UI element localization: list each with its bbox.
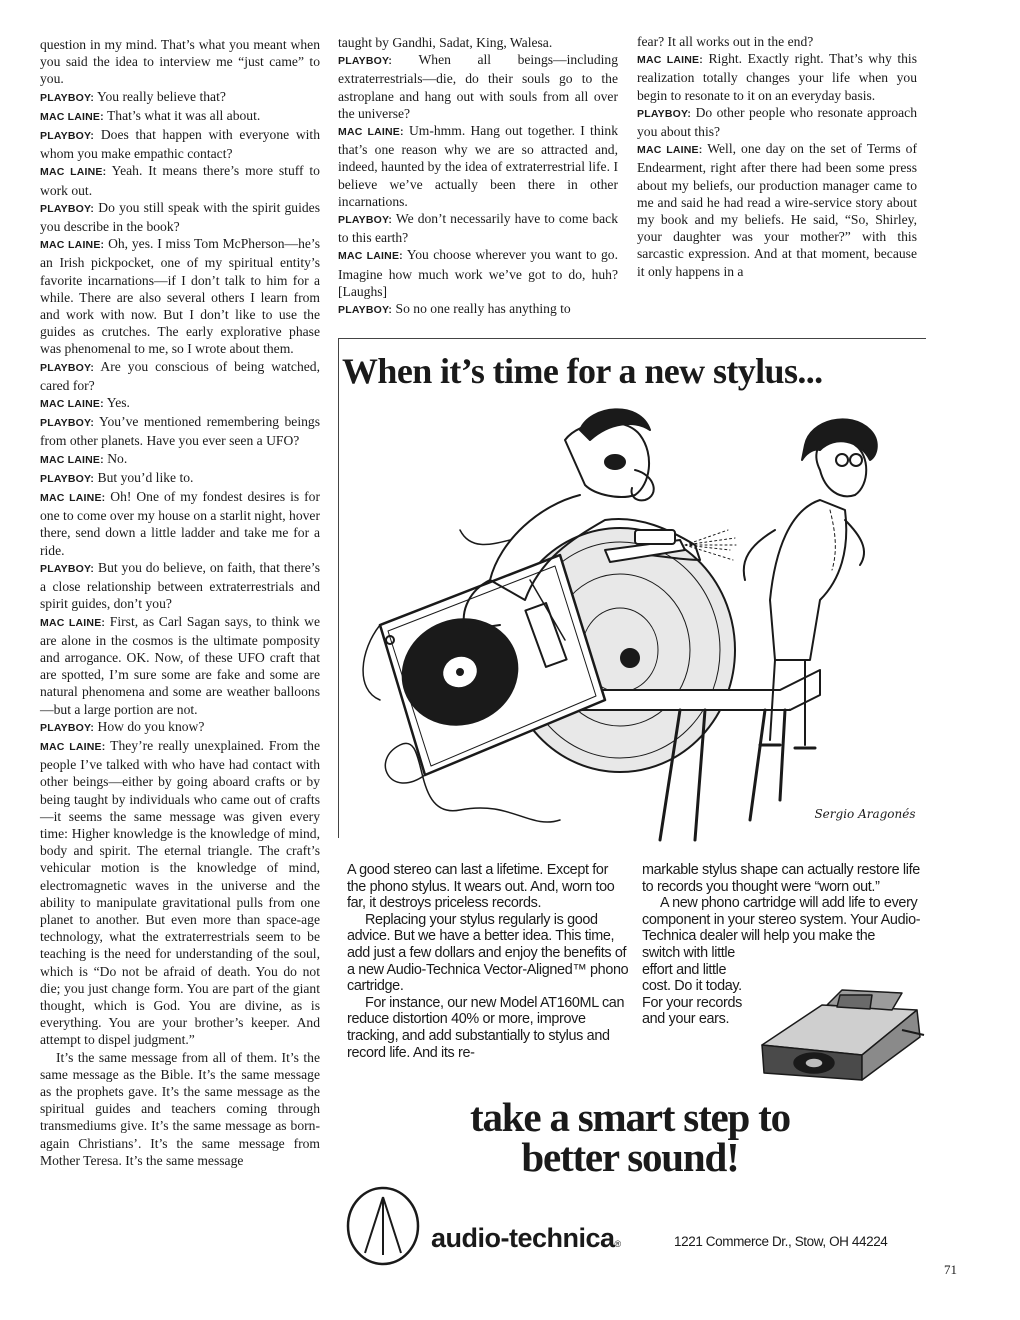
paragraph-text: Oh! One of my fondest desires is for one to come over my house on a starlit night, hover there, send down a little ladder and take me for a ride. — [40, 489, 320, 558]
paragraph — [338, 122, 618, 210]
ad-headline: When it’s time for a new stylus... — [342, 351, 823, 391]
interview-column-3 — [637, 33, 917, 280]
paragraph-text: A new phono cartridge will add life to every component in your stereo system. Your Audio-Technica dealer will help you make the — [642, 895, 921, 945]
paragraph — [338, 51, 618, 122]
speaker-label: MAC LAINE: — [40, 398, 104, 411]
speaker-label: MAC LAINE: — [40, 453, 104, 466]
ad-tagline-line-1: take a smart step to — [470, 1094, 790, 1140]
audio-technica-logo-icon — [345, 1185, 421, 1267]
paragraph-text: markable stylus shape can actually restore life to records you thought were “worn out.” — [642, 862, 920, 895]
illustrator-signature: Sergio Aragonés — [814, 807, 916, 821]
paragraph-text: Do you still speak with the spirit guides you describe in the book? — [40, 199, 320, 235]
speaker-label: PLAYBOY: — [40, 130, 95, 143]
brand-address: 1221 Commerce Dr., Stow, OH 44224 — [674, 1234, 888, 1249]
paragraph — [40, 126, 320, 162]
speaker-label: MAC LAINE: — [40, 239, 105, 252]
paragraph-text: taught by Gandhi, Sadat, King, Walesa. — [338, 35, 553, 50]
speaker-label: MAC LAINE: — [338, 126, 404, 139]
ad-border-left — [338, 338, 339, 838]
paragraph — [40, 1049, 320, 1169]
speaker-label: PLAYBOY: — [40, 562, 95, 575]
paragraph-text: Well, one day on the set of Terms of Endearment, right after there had been some press about my beliefs, our production manager came to me and said he had read a wire-service story about my book and my beliefs. He said, “So, Shirley, your daughter was your mother?” with this sarcastic expression. And at that moment, because it only happens in a — [637, 141, 918, 279]
speaker-label: MAC LAINE: — [40, 740, 106, 753]
paragraph — [40, 613, 320, 718]
paragraph-text: You choose wherever you want to go. Imagine how much work we’ve got to do, huh? [Laughs] — [338, 247, 618, 299]
speaker-label: PLAYBOY: — [338, 304, 393, 317]
registered-mark: ® — [614, 1239, 621, 1249]
paragraph-text: But you do believe, on faith, that there’s a close relationship between extraterrestrials and spirit guides, don’t you? — [40, 559, 320, 612]
speaker-label: MAC LAINE: — [40, 166, 107, 179]
speaker-label: PLAYBOY: — [40, 472, 95, 485]
speaker-label: PLAYBOY: — [40, 417, 95, 430]
speaker-label: PLAYBOY: — [40, 721, 95, 734]
paragraph — [347, 912, 630, 995]
phono-cartridge-image — [752, 985, 927, 1085]
paragraph — [637, 140, 917, 280]
paragraph-text: When all beings—including extraterrestrials—die, do their souls go to the astroplane and hang out with souls from all over the universe? — [338, 52, 619, 121]
paragraph — [40, 394, 320, 413]
paragraph-text: Right. Exactly right. That’s why this realization totally changes your life when you begin to resonate to it on an everyday basis. — [637, 51, 917, 103]
paragraph — [637, 33, 917, 50]
paragraph-text: Um-hmm. Hang out together. I think that’s one reason why we are so attracted and, indeed, haunted by the idea of extraterrestrial life. I believe we’ve actually been there in other incarnations. — [338, 123, 618, 209]
speaker-label: PLAYBOY: — [637, 107, 692, 120]
speaker-label: MAC LAINE: — [338, 250, 403, 263]
paragraph — [40, 88, 320, 107]
paragraph-text: Replacing your stylus regularly is good advice. But we have a better idea. This time, add just a few dollars and enjoy the benefits of a new Audio-Technica Vector-Aligned™ phono cartridge. — [347, 911, 629, 995]
paragraph — [40, 450, 320, 469]
paragraph-text: They’re really unexplained. From the people I’ve talked with who have had contact with other beings—either by going aboard crafts or by being taught by individuals who came out of crafts—it seems the same message was given every time: Higher knowledge is the knowledge of mind, body and spirit. The eternal triangle. The craft’s vehicular motion is the knowledge of mind, electromagnetic waves in the universe and the ability to manipulate gravitational pulls from one planet to another. But even more than space-age technology, what the extraterrestrials seem to be teaching is the need for understanding of the soul, which is “Do not be afraid of death. You do not die; you just change form. You are part of the giant thought, which is God. You are divine, as is everything. You are your brother’s keeper. And attempt to dispel judgment.” — [40, 737, 320, 1048]
paragraph-text: It’s the same message from all of them. It’s the same message as the Bible. It’s the same message as the prophets gave. It’s the same message as the spiritual guides and teachers coming through transmediums give. It’s the same message as born-again Christians’. It’s the same message from Mother Teresa. It’s the same message — [40, 1049, 320, 1168]
paragraph — [642, 895, 927, 945]
paragraph — [40, 413, 320, 449]
paragraph-text: That’s what it was all about. — [106, 107, 261, 123]
paragraph — [637, 50, 917, 104]
interview-column-2 — [338, 34, 618, 319]
paragraph — [40, 358, 320, 394]
paragraph — [40, 737, 320, 1049]
speaker-label: PLAYBOY: — [338, 55, 393, 68]
paragraph — [40, 199, 320, 235]
paragraph — [338, 210, 618, 246]
paragraph-text: For instance, our new Model AT160ML can reduce distortion 40% or more, improve tracking, and add substantially to stylus and record life. And its re- — [347, 994, 625, 1061]
page-number: 71 — [944, 1262, 957, 1277]
paragraph-text: Yes. — [106, 395, 130, 411]
paragraph-text: Yeah. It means there’s more stuff to work out. — [40, 163, 320, 198]
paragraph-text: Do other people who resonate approach you about this? — [637, 104, 917, 140]
paragraph-text: So no one really has anything to — [395, 301, 571, 317]
speaker-label: PLAYBOY: — [40, 202, 95, 215]
paragraph — [338, 246, 618, 300]
ad-body-column-2-wide — [642, 862, 927, 945]
paragraph-text: How do you know? — [97, 718, 205, 734]
speaker-label: MAC LAINE: — [40, 110, 104, 123]
brand-wordmark: audio-technica — [431, 1223, 615, 1253]
paragraph-text: Does that happen with everyone with whom you make empathic contact? — [40, 127, 321, 162]
paragraph — [338, 300, 618, 319]
ad-body-column-1 — [347, 862, 630, 1061]
paragraph — [40, 107, 320, 126]
paragraph-text: You really believe that? — [97, 88, 226, 104]
paragraph — [40, 559, 320, 613]
speaker-label: PLAYBOY: — [40, 361, 95, 374]
paragraph-text: We don’t necessarily have to come back to this earth? — [338, 211, 618, 246]
paragraph — [338, 34, 618, 51]
ad-tagline-line-2: better sound! — [521, 1134, 739, 1180]
speaker-label: PLAYBOY: — [338, 214, 393, 227]
paragraph-text: First, as Carl Sagan says, to think we are alone in the cosmos is the ultimate pomposity and arrogance. OK. Now, of these UFO craft that are spotted, I’m sure some are fake and some are natural phenomena and some are weather balloons—but a large portion are not. — [40, 613, 320, 717]
speaker-label: PLAYBOY: — [40, 91, 95, 104]
ad-body-column-2-narrow: switch with little effort and little cost. Do it today. For your records and your ears. — [642, 944, 742, 1028]
speaker-label: MAC LAINE: — [40, 616, 106, 629]
speaker-label: MAC LAINE: — [637, 54, 703, 67]
paragraph — [40, 488, 320, 559]
speaker-label: MAC LAINE: — [40, 492, 106, 505]
paragraph — [347, 862, 630, 912]
paragraph — [40, 469, 320, 488]
paragraph — [642, 862, 927, 895]
paragraph-text: Are you conscious of being watched, cared for? — [40, 358, 320, 393]
paragraph — [40, 36, 320, 88]
ad-tagline — [420, 1094, 840, 1180]
paragraph-text: You’ve mentioned remembering beings from other planets. Have you ever seen a UFO? — [40, 414, 320, 449]
speaker-label: MAC LAINE: — [637, 144, 703, 157]
paragraph-text: Oh, yes. I miss Tom McPherson—he’s an Irish pickpocket, one of my spiritual entity’s favorite incarnations—if I don’t talk to him for a while. There are also several others I learn from and work with now. But I don’t like to use the guides as crutches. The early explorative phase was phenomenal to me, so I wrote about them. — [40, 236, 320, 357]
paragraph-text: fear? It all works out in the end? — [637, 34, 814, 49]
brand-name — [431, 1223, 621, 1254]
paragraph-text: But you’d like to. — [97, 469, 194, 485]
paragraph-text: No. — [107, 450, 128, 466]
paragraph-text: A good stereo can last a lifetime. Except for the phono stylus. It wears out. And, worn too far, it destroys priceless records. — [347, 862, 615, 912]
ad-border-top — [338, 338, 926, 339]
paragraph-text: question in my mind. That’s what you meant when you said the idea to interview me “just came” to you. — [40, 37, 320, 87]
paragraph — [40, 162, 320, 198]
paragraph — [637, 104, 917, 140]
paragraph — [40, 718, 320, 737]
stylus-cartoon-illustration — [350, 400, 925, 845]
paragraph — [40, 235, 320, 357]
interview-column-1 — [40, 36, 320, 1169]
paragraph — [347, 995, 630, 1061]
